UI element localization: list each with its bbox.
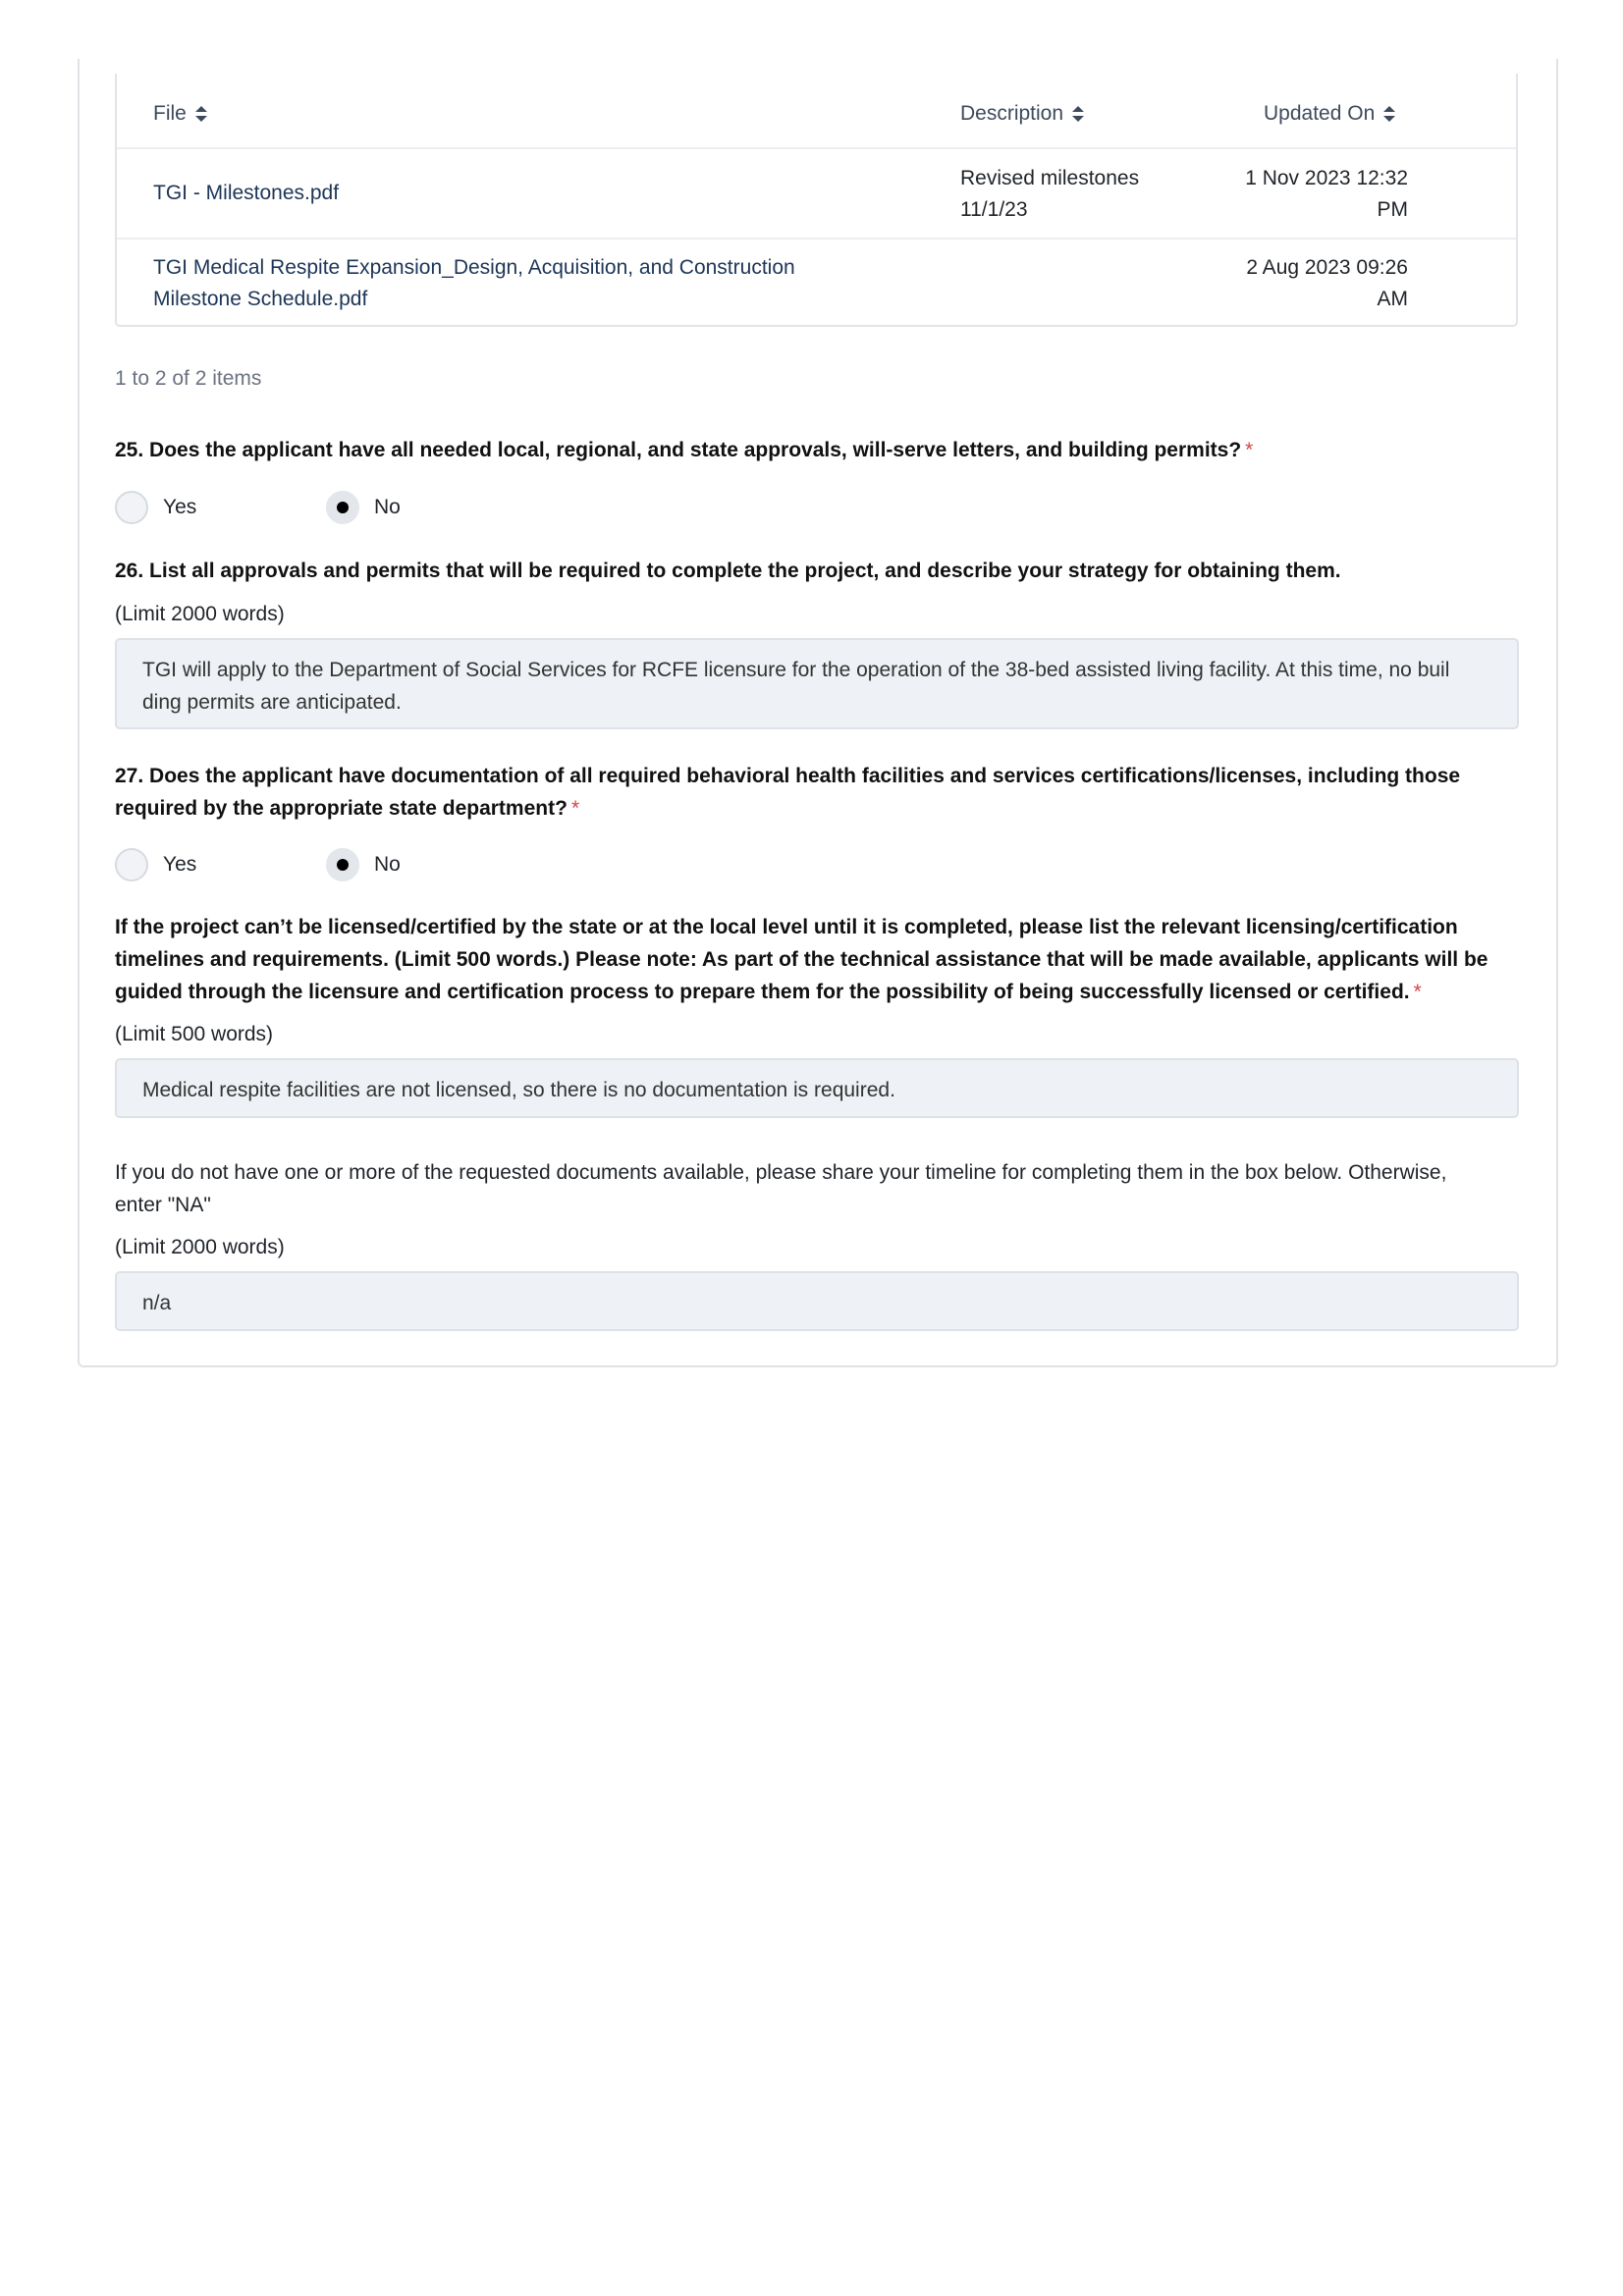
radio-q25-yes[interactable] [115,491,148,524]
word-limit: (Limit 2000 words) [115,1236,285,1258]
updated-on-cell [1159,163,1408,226]
question-26: 26. List all approvals and permits that will be required to complete the project, and describe your strategy for obtaining them. [115,560,1341,582]
column-header-label: File [153,102,187,125]
column-header-description[interactable] [960,102,1085,126]
column-header-updated-on[interactable] [1264,102,1396,126]
file-link-line[interactable]: Milestone Schedule.pdf [153,288,368,310]
radio-label[interactable]: Yes [163,496,197,518]
word-limit: (Limit 500 words) [115,1023,274,1045]
required-mark: * [1245,439,1254,461]
radio-q25-no[interactable] [326,491,359,524]
column-header-label: Description [960,102,1064,125]
radio-label[interactable]: No [374,496,401,518]
column-header-file[interactable] [153,102,208,126]
answer-line: ding permits are anticipated. [142,691,402,714]
table-divider [117,147,1516,149]
question-licensing [115,911,1519,1008]
radio-q27-yes[interactable] [115,848,148,881]
question-27 [115,760,1519,825]
updated-line: 1 Nov 2023 12:32 [1245,167,1408,189]
radio-q27-no[interactable] [326,848,359,881]
updated-line: AM [1377,288,1408,310]
description-line: Revised milestones [960,167,1140,189]
description-cell [960,163,1139,226]
question-line: If the project can’t be licensed/certified by the state or at the local level until it is completed, please list the relevant licensing/certification [115,916,1458,938]
answer-licensing[interactable]: Medical respite facilities are not licensed, so there is no documentation is required. [115,1058,1519,1118]
updated-line: PM [1377,198,1408,221]
question-25 [115,434,1519,466]
file-link[interactable]: TGI - Milestones.pdf [153,182,340,204]
answer-line: TGI will apply to the Department of Social Services for RCFE licensure for the operation of the 38-bed assisted living facility. At this time, no buil [142,659,1450,681]
file-link[interactable] [153,252,795,315]
radio-label[interactable]: Yes [163,853,197,876]
word-limit: (Limit 2000 words) [115,603,285,625]
answer-q26[interactable] [115,638,1519,729]
table-divider [117,238,1516,240]
updated-line: 2 Aug 2023 09:26 [1246,256,1408,279]
pagination-summary: 1 to 2 of 2 items [115,367,262,390]
question-line: timelines and requirements. (Limit 500 words.) Please note: As part of the technical assistance that will be made available, applicants will be [115,948,1488,971]
radio-label[interactable]: No [374,853,401,876]
question-line: guided through the licensure and certification process to prepare them for the possibility of being successfully licensed or certified. [115,981,1410,1003]
prompt-line: If you do not have one or more of the requested documents available, please share your timeline for completing them in the box below. Otherwise, [115,1161,1447,1184]
required-mark: * [570,797,580,820]
file-link-line[interactable]: TGI Medical Respite Expansion_Design, Acquisition, and Construction [153,256,795,279]
answer-timeline[interactable]: n/a [115,1271,1519,1331]
description-line: 11/1/23 [960,198,1028,221]
updated-on-cell [1159,252,1408,315]
question-line: 27. Does the applicant have documentation of all required behavioral health facilities and services certifications/licenses, including those [115,765,1461,787]
sort-icon[interactable] [1071,104,1085,124]
question-line: required by the appropriate state department? [115,797,568,820]
prompt-line: enter "NA" [115,1194,211,1216]
required-mark: * [1413,981,1422,1003]
question-text: 25. Does the applicant have all needed local, regional, and state approvals, will-serve letters, and building permits? [115,439,1242,461]
sort-icon[interactable] [194,104,208,124]
column-header-label: Updated On [1264,102,1376,125]
sort-icon[interactable] [1382,104,1396,124]
timeline-prompt [115,1156,1519,1221]
